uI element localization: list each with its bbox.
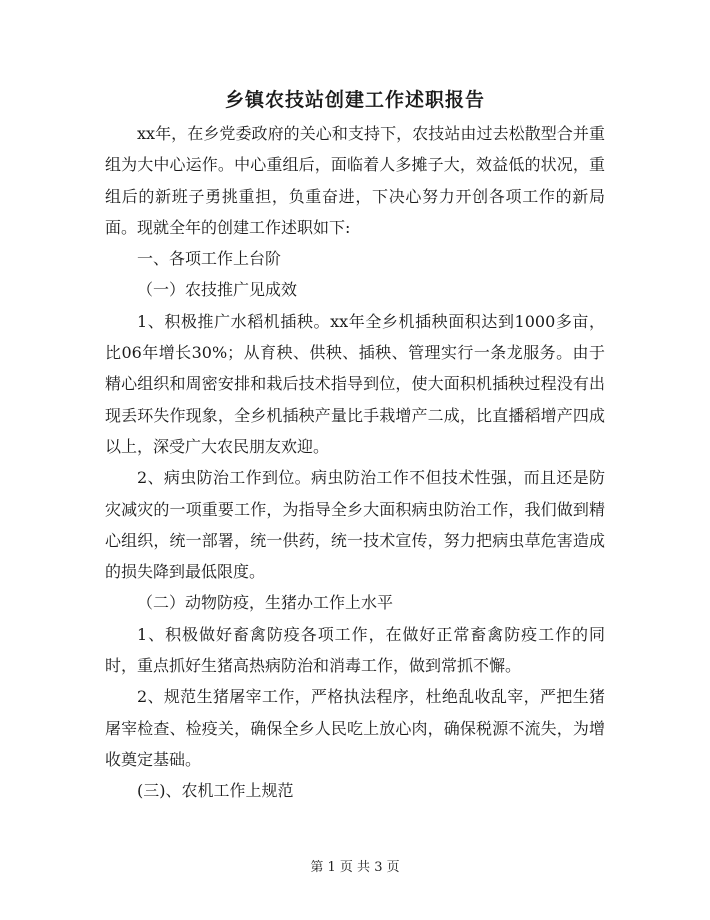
- paragraph: 1、积极推广水稻机插秧。xx年全乡机插秧面积达到1000多亩，比06年增长30%；从育秧、供秧、插秧、管理实行一条龙服务。由于精心组织和周密安排和栽后技术指导到位，使大面积机插秧过程没有出现丢环失作现象，全乡机插秧产量比手栽增产二成，比直播稻增产四成以上，深受广大农民朋友欢迎。: [105, 311, 605, 456]
- section-heading: 一、各项工作上台阶: [137, 249, 282, 269]
- paragraph: 2、病虫防治工作到位。病虫防治工作不但技术性强，而且还是防灾减灾的一项重要工作，为指导全乡大面积病虫防治工作，我们做到精心组织，统一部署，统一供药，统一技术宣传，努力把病虫草危害造成的损失降到最低限度。: [105, 468, 605, 582]
- subsection-heading: （二）动物防疫，生猪办工作上水平: [137, 593, 394, 613]
- paragraph: 1、积极做好畜禽防疫各项工作，在做好正常畜禽防疫工作的同时，重点抓好生猪高热病防治和消毒工作，做到常抓不懈。: [105, 624, 605, 676]
- subsection-heading: （一）农技推广见成效: [137, 280, 298, 300]
- document-title: 乡镇农技站创建工作述职报告: [224, 89, 485, 111]
- paragraph-intro: xx年，在乡党委政府的关心和支持下，农技站由过去松散型合并重组为大中心运作。中心重组后，面临着人多摊子大，效益低的状况，重组后的新班子勇挑重担，负重奋进，下决心努力开创各项工作的新局面。现就全年的创建工作述职如下:: [105, 124, 605, 237]
- subsection-heading: (三)、农机工作上规范: [137, 781, 294, 801]
- document-body: [105, 118, 605, 807]
- paragraph: 2、规范生猪屠宰工作，严格执法程序，杜绝乱收乱宰，严把生猪屠宰检查、检疫关，确保全乡人民吃上放心肉，确保税源不流失，为增收奠定基础。: [105, 687, 605, 769]
- page-number-footer: 第 1 页 共 3 页: [310, 860, 400, 875]
